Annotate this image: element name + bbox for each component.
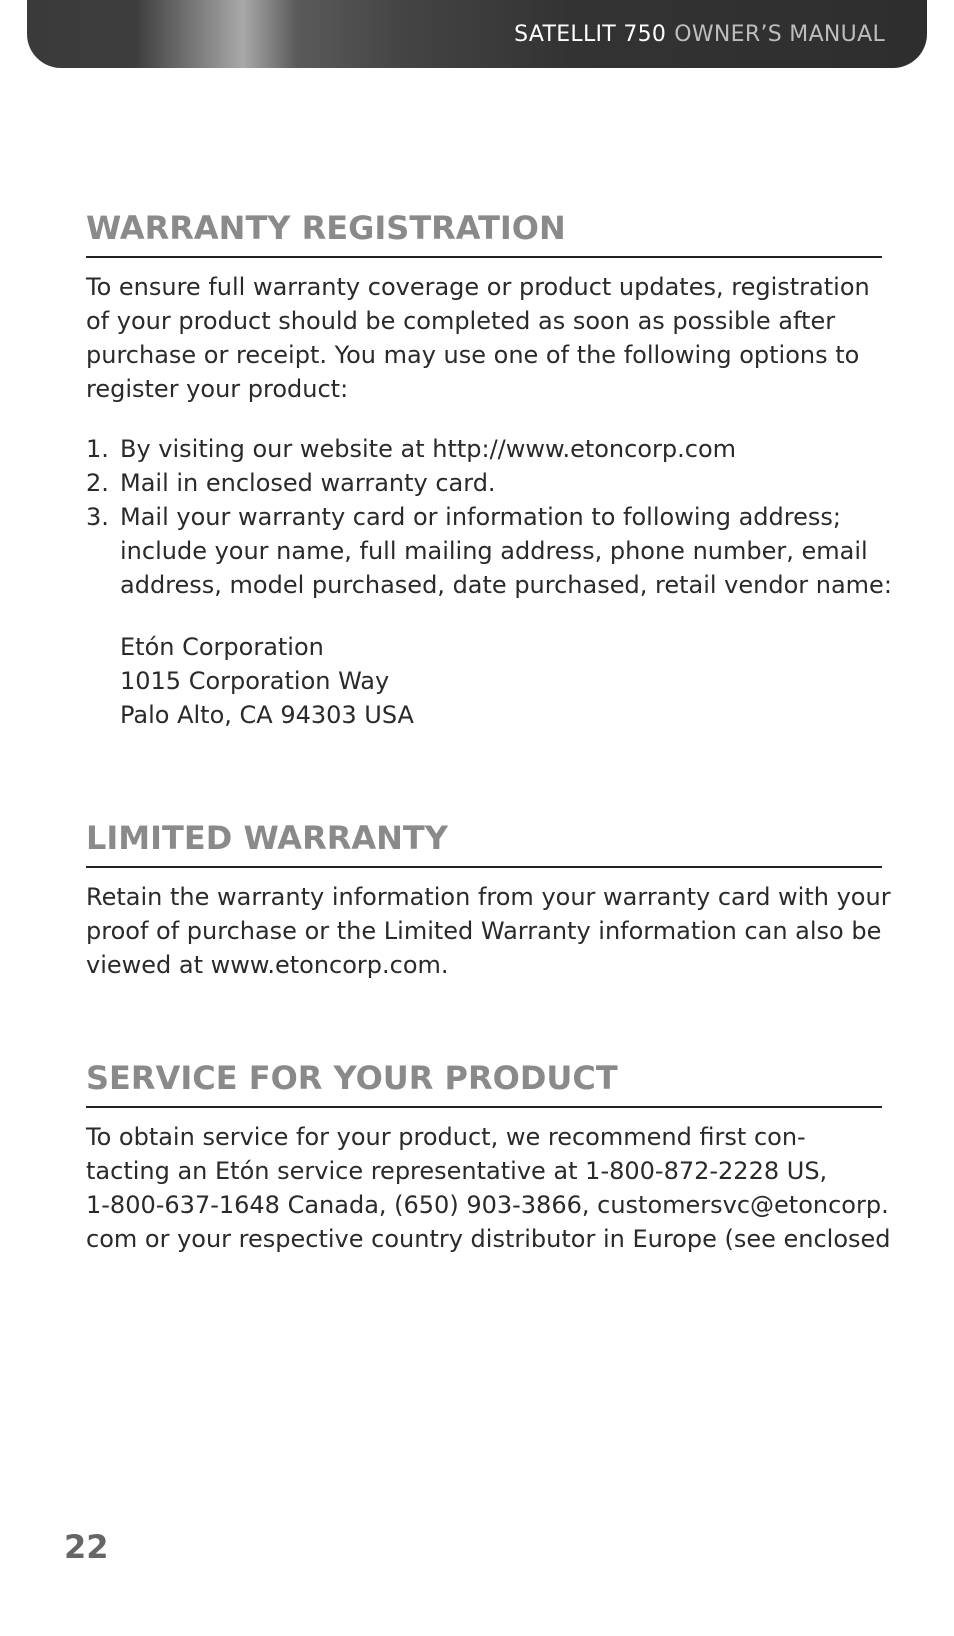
header-model-name: SATELLIT 750 bbox=[514, 22, 667, 47]
address-line: Etón Corporation bbox=[120, 633, 324, 661]
list-item-text: include your name, full mailing address, phone number, email bbox=[120, 537, 868, 565]
list-item-text: By visiting our website at http://www.etoncorp.com bbox=[120, 435, 737, 463]
limited-warranty-rule bbox=[86, 866, 882, 868]
service-text bbox=[86, 1120, 891, 1256]
intro-line: of your product should be completed as soon as possible after bbox=[86, 307, 836, 335]
list-item-number: 3. bbox=[86, 503, 109, 531]
list-item bbox=[86, 432, 886, 466]
list-item-text: address, model purchased, date purchased, retail vendor name: bbox=[120, 571, 892, 599]
service-line: com or your respective country distributor in Europe (see enclosed bbox=[86, 1225, 891, 1253]
limited-warranty-line: viewed at www.etoncorp.com. bbox=[86, 951, 449, 979]
intro-line: register your product: bbox=[86, 375, 349, 403]
list-item-number: 2. bbox=[86, 469, 109, 497]
limited-warranty-line: Retain the warranty information from your warranty card with your bbox=[86, 883, 891, 911]
list-item-text: Mail in enclosed warranty card. bbox=[120, 469, 496, 497]
address-line: Palo Alto, CA 94303 USA bbox=[120, 701, 414, 729]
service-line: To obtain service for your product, we recommend first con- bbox=[86, 1123, 806, 1151]
service-heading: SERVICE FOR YOUR PRODUCT bbox=[86, 1059, 618, 1097]
header-manual-label: OWNER’S MANUAL bbox=[674, 22, 885, 47]
running-header bbox=[514, 22, 885, 47]
warranty-registration-rule bbox=[86, 256, 882, 258]
limited-warranty-heading: LIMITED WARRANTY bbox=[86, 819, 448, 857]
header-bar bbox=[27, 0, 927, 68]
list-item bbox=[86, 500, 892, 602]
service-line: 1-800-637-1648 Canada, (650) 903-3866, customersvc@etoncorp. bbox=[86, 1191, 889, 1219]
list-item-text: Mail your warranty card or information to following address; bbox=[120, 503, 841, 531]
warranty-registration-heading: WARRANTY REGISTRATION bbox=[86, 209, 566, 247]
limited-warranty-text bbox=[86, 880, 891, 982]
address-line: 1015 Corporation Way bbox=[120, 667, 390, 695]
service-rule bbox=[86, 1106, 882, 1108]
intro-line: To ensure full warranty coverage or product updates, registration bbox=[86, 273, 870, 301]
mailing-address bbox=[120, 630, 414, 732]
service-line: tacting an Etón service representative at 1-800-872-2228 US, bbox=[86, 1157, 828, 1185]
list-item-number: 1. bbox=[86, 435, 109, 463]
page-number: 22 bbox=[64, 1528, 109, 1566]
registration-options-list bbox=[86, 432, 892, 602]
limited-warranty-line: proof of purchase or the Limited Warranty information can also be bbox=[86, 917, 882, 945]
intro-line: purchase or receipt. You may use one of the following options to bbox=[86, 341, 860, 369]
list-item bbox=[86, 466, 886, 500]
warranty-registration-intro bbox=[86, 270, 886, 406]
